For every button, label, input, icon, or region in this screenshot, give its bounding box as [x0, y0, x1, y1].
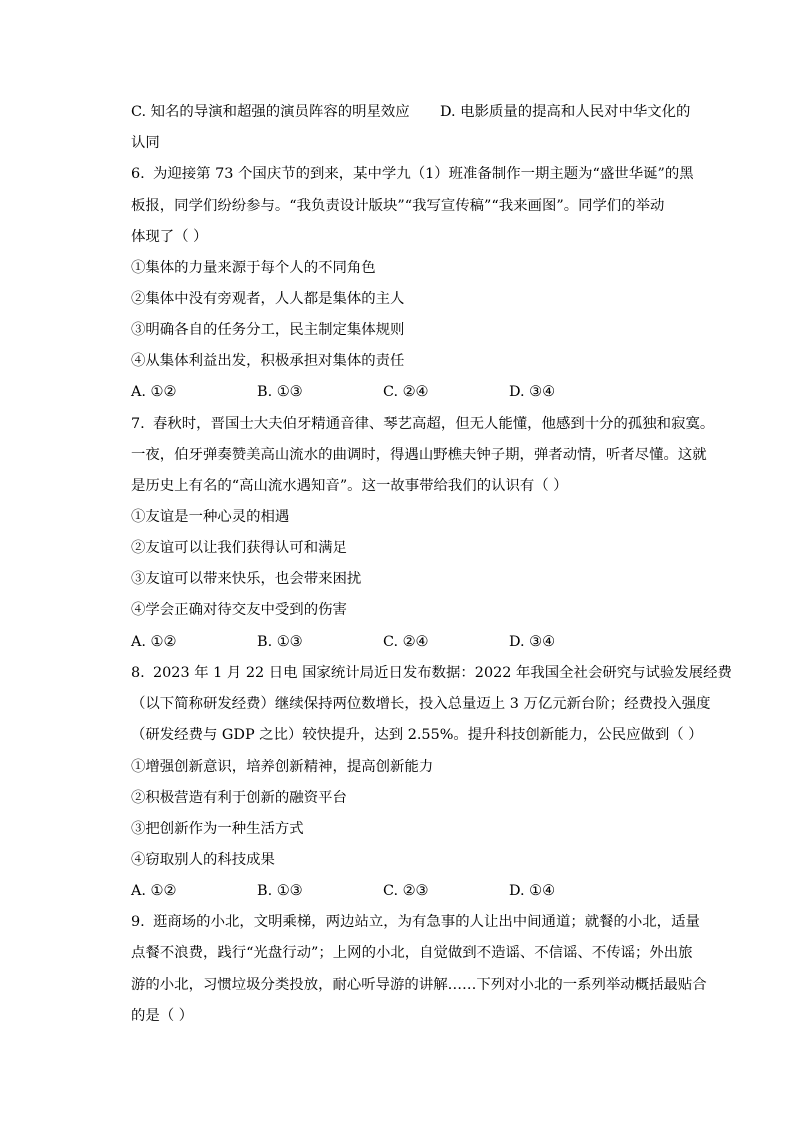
q6-stem-line-2: 板报，同学们纷纷参与。“我负责设计版块”“我写宣传稿”“我来画图”。同学们的举动 [131, 198, 665, 214]
q7-stem-line-3: 是历史上有名的“高山流水遇知音”。这一故事带给我们的认识有（ ） [131, 478, 568, 494]
q7-statement-4: ④学会正确对待交友中受到的伤害 [131, 602, 347, 618]
q8-stem-text: 2023 年 1 月 22 日电 国家统计局近日发布数据：2022 年我国全社会研究与试验发展经费 [153, 665, 732, 681]
q6-stem-line-1 [131, 164, 694, 184]
q6-number: 6. [131, 166, 145, 182]
q5-option-d: D. 电影质量的提高和人民对中华文化的 [440, 104, 691, 120]
q9-stem-line-4: 的是（ ） [131, 1008, 194, 1024]
q7-option-b: B. ①③ [257, 634, 303, 650]
q6-statement-2: ②集体中没有旁观者，人人都是集体的主人 [131, 291, 405, 307]
q7-stem-line-1 [131, 414, 714, 434]
q7-number: 7. [131, 416, 145, 432]
q8-number: 8. [131, 665, 145, 681]
q5-option-c: C. 知名的导演和超强的演员阵容的明星效应 [131, 104, 410, 120]
q8-stem-line-1 [131, 663, 732, 683]
q9-stem-line-2: 点餐不浪费，践行“光盘行动”；上网的小北，自觉做到不造谣、不信谣、不传谣；外出旅 [131, 945, 693, 961]
q8-statement-4: ④窃取别人的科技成果 [131, 852, 275, 868]
q8-statement-1: ①增强创新意识，培养创新精神，提高创新能力 [131, 759, 434, 775]
q9-stem-line-1 [131, 912, 700, 932]
q7-option-d: D. ③④ [509, 634, 555, 650]
q8-option-b: B. ①③ [257, 883, 303, 899]
q7-statement-3: ③友谊可以带来快乐，也会带来困扰 [131, 571, 362, 587]
q9-number: 9. [131, 914, 145, 930]
q9-stem-line-3: 游的小北，习惯垃圾分类投放，耐心听导游的讲解……下列对小北的一系列举动概括最贴合 [131, 977, 707, 993]
q6-option-a: A. ①② [131, 384, 177, 400]
q8-stem-line-3: （研发经费与 GDP 之比）较快提升，达到 2.55%。提升科技创新能力，公民应做到（ ） [131, 727, 703, 743]
q6-stem-text: 为迎接第 73 个国庆节的到来，某中学九（1）班准备制作一期主题为“盛世华诞”的黑 [153, 166, 694, 182]
q8-statement-3: ③把创新作为一种生活方式 [131, 821, 304, 837]
q7-option-c: C. ②④ [383, 634, 429, 650]
q8-stem-line-2: （以下简称研发经费）继续保持两位数增长，投入总量迈上 3 万亿元新台阶；经费投入强度 [131, 696, 711, 712]
q6-option-d: D. ③④ [509, 384, 555, 400]
q7-stem-line-2: 一夜，伯牙弹奏赞美高山流水的曲调时，得遇山野樵夫钟子期，弹者动情，听者尽懂。这就 [131, 447, 707, 463]
q7-statement-1: ①友谊是一种心灵的相遇 [131, 509, 290, 525]
q8-option-c: C. ②③ [383, 883, 429, 899]
q8-option-a: A. ①② [131, 883, 177, 899]
q5-option-d-continuation: 认同 [131, 135, 160, 151]
q6-option-b: B. ①③ [257, 384, 303, 400]
q6-statement-3: ③明确各自的任务分工，民主制定集体规则 [131, 322, 405, 338]
q7-stem-text: 春秋时，晋国士大夫伯牙精通音律、琴艺高超，但无人能懂，他感到十分的孤独和寂寞。 [153, 416, 715, 432]
q6-statement-4: ④从集体利益出发，积极承担对集体的责任 [131, 353, 405, 369]
q6-stem-line-3: 体现了（ ） [131, 229, 208, 245]
q7-statement-2: ②友谊可以让我们获得认可和满足 [131, 540, 347, 556]
q7-option-a: A. ①② [131, 634, 177, 650]
q8-option-d: D. ①④ [509, 883, 555, 899]
q6-option-c: C. ②④ [383, 384, 429, 400]
q6-statement-1: ①集体的力量来源于每个人的不同角色 [131, 260, 376, 276]
q8-statement-2: ②积极营造有利于创新的融资平台 [131, 790, 347, 806]
q9-stem-text: 逛商场的小北，文明乘梯，两边站立，为有急事的人让出中间通道；就餐的小北，适量 [153, 914, 700, 930]
